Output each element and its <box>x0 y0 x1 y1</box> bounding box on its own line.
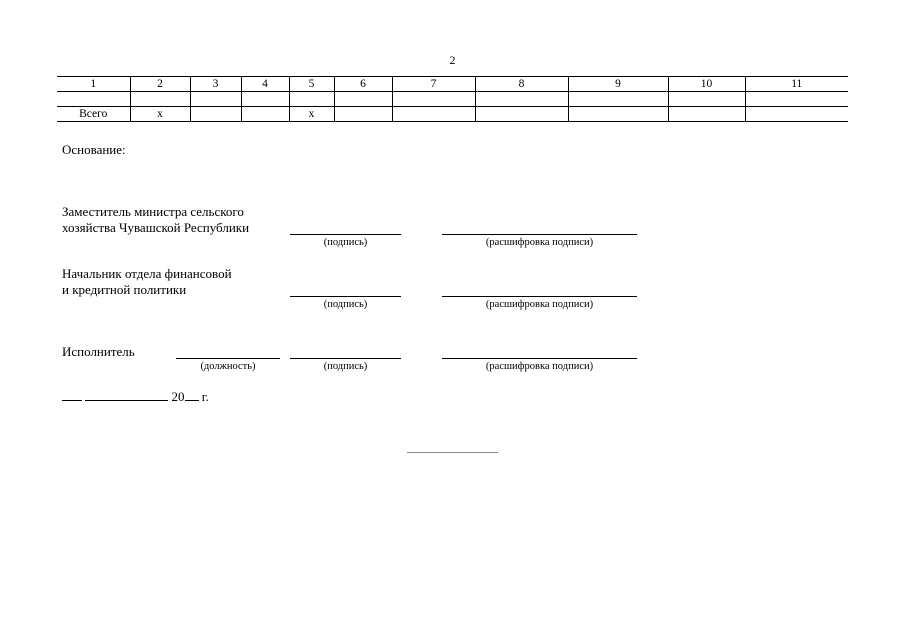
footer-rule <box>407 452 498 453</box>
table-row <box>57 92 848 107</box>
executor-signature-caption: (подпись) <box>323 361 368 372</box>
head-decode-line <box>442 296 637 297</box>
column-header: 3 <box>190 77 241 92</box>
column-header: 11 <box>745 77 848 92</box>
table-cell <box>745 107 848 122</box>
table-cell <box>334 107 392 122</box>
deputy-title-line2: хозяйства Чувашской Республики <box>62 220 250 235</box>
date-day-blank <box>62 389 82 401</box>
deputy-decode-line <box>442 234 637 235</box>
deputy-decode-caption: (расшифровка подписи) <box>485 237 594 248</box>
date-month-blank <box>85 389 168 401</box>
table-cell <box>568 107 668 122</box>
executor-decode-caption: (расшифровка подписи) <box>485 361 594 372</box>
table-cell <box>190 107 241 122</box>
executor-title: Исполнитель <box>62 344 135 359</box>
table-cell <box>668 92 745 107</box>
head-title-line1: Начальник отдела финансовой <box>62 266 232 281</box>
table-cell <box>568 92 668 107</box>
executor-position-caption: (должность) <box>200 361 256 372</box>
head-title-line2: и кредитной политики <box>62 282 187 297</box>
table-cell <box>745 92 848 107</box>
executor-signature-line <box>290 358 401 359</box>
column-header: 7 <box>392 77 475 92</box>
deputy-signature-line <box>290 234 401 235</box>
table-cell <box>334 92 392 107</box>
column-header: 8 <box>475 77 568 92</box>
head-decode-caption: (расшифровка подписи) <box>485 299 594 310</box>
date-year-blank <box>185 389 199 401</box>
column-header: 5 <box>289 77 334 92</box>
table-cell <box>241 107 289 122</box>
table-cell <box>475 92 568 107</box>
head-signature-caption: (подпись) <box>323 299 368 310</box>
head-signature-line <box>290 296 401 297</box>
table-cell <box>241 92 289 107</box>
data-table <box>57 76 848 122</box>
date-year-prefix: 20 <box>171 389 185 404</box>
column-header: 4 <box>241 77 289 92</box>
page-number: 2 <box>449 53 456 67</box>
executor-decode-line <box>442 358 637 359</box>
column-header: 6 <box>334 77 392 92</box>
executor-position-line <box>176 358 280 359</box>
table-cell: х <box>130 107 190 122</box>
column-header: 1 <box>57 77 130 92</box>
table-cell <box>57 92 130 107</box>
table-total-row <box>57 107 848 122</box>
table-cell: Всего <box>57 107 130 122</box>
date-line <box>62 389 209 405</box>
column-header: 10 <box>668 77 745 92</box>
table-cell <box>190 92 241 107</box>
table-cell <box>130 92 190 107</box>
deputy-signature-caption: (подпись) <box>323 237 368 248</box>
date-year-suffix: г. <box>201 389 209 404</box>
basis-label: Основание: <box>62 142 126 157</box>
table-cell <box>392 107 475 122</box>
column-header: 2 <box>130 77 190 92</box>
table-cell <box>668 107 745 122</box>
table-cell <box>475 107 568 122</box>
table-header-row <box>57 77 848 92</box>
table-cell <box>392 92 475 107</box>
table-cell <box>289 92 334 107</box>
column-header: 9 <box>568 77 668 92</box>
table-cell: х <box>289 107 334 122</box>
deputy-title-line1: Заместитель министра сельского <box>62 204 244 219</box>
